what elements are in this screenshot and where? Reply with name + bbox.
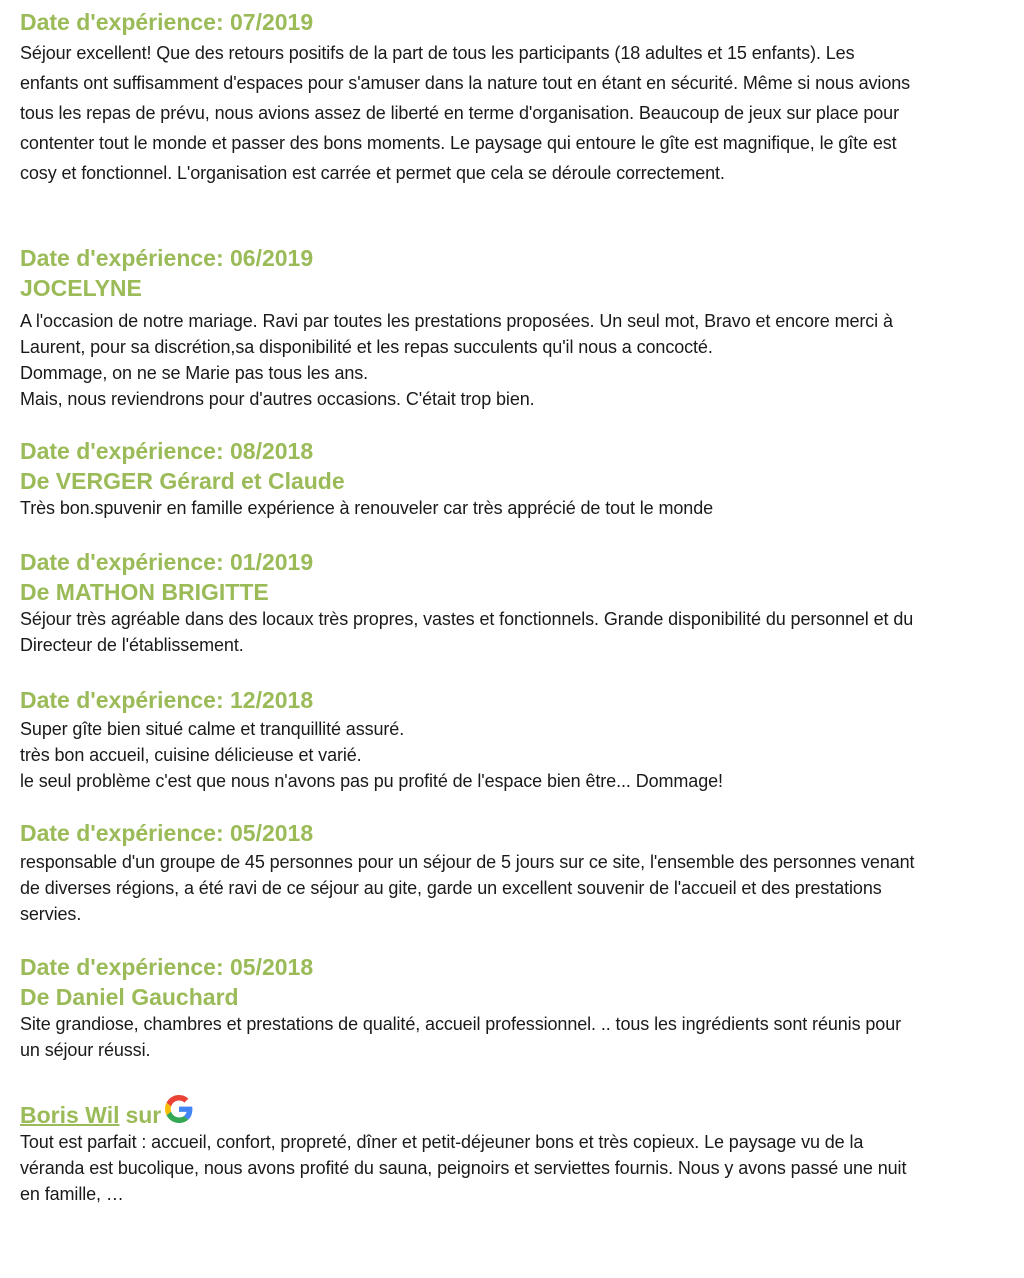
review-date: Date d'expérience: 05/2018 (20, 954, 314, 980)
review-text (20, 716, 1005, 794)
reviews-page (20, 6, 1005, 1207)
review-text-line: Séjour excellent! Que des retours positifs de la part de tous les participants (18 adultes et 15 enfants). Les (20, 43, 855, 63)
review-text-line: enfants ont suffisamment d'espaces pour s'amuser dans la nature tout en étant en sécurité. Même si nous avions (20, 73, 911, 93)
review-text (20, 495, 1005, 521)
review-text-line: Mais, nous reviendrons pour d'autres occasions. C'était trop bien. (20, 389, 535, 409)
review-date: Date d'expérience: 07/2019 (20, 9, 314, 35)
reviewer-source-label: sur (125, 1102, 162, 1128)
review-item (20, 817, 1005, 951)
review-author: De VERGER Gérard et Claude (20, 468, 345, 494)
review-text-line: tous les repas de prévu, nous avions assez de liberté en terme d'organisation. Beaucoup de jeux sur place pour (20, 103, 899, 123)
review-date: Date d'expérience: 05/2018 (20, 820, 314, 846)
review-text-line: en famille, … (20, 1184, 124, 1204)
review-text-line: très bon accueil, cuisine délicieuse et varié. (20, 745, 362, 765)
review-text-line: A l'occasion de notre mariage. Ravi par toutes les prestations proposées. Un seul mot, Bravo et encore merci à (20, 311, 893, 331)
review-text-line: Séjour très agréable dans des locaux très propres, vastes et fonctionnels. Grande disponibilité du personnel et du (20, 609, 914, 629)
review-text-line: contenter tout le monde et passer des bons moments. Le paysage qui entoure le gîte est magnifique, le gîte est (20, 133, 897, 153)
review-author: De Daniel Gauchard (20, 984, 239, 1010)
review-item (20, 435, 1005, 546)
review-date: Date d'expérience: 01/2019 (20, 549, 314, 575)
review-text (20, 1011, 1005, 1063)
review-text-line: de diverses régions, a été ravi de ce séjour au gite, garde un excellent souvenir de l'accueil et des prestations (20, 878, 882, 898)
review-date: Date d'expérience: 12/2018 (20, 687, 314, 713)
review-text-line: cosy et fonctionnel. L'organisation est carrée et permet que cela se déroule correctement. (20, 163, 725, 183)
review-text-line: Directeur de l'établissement. (20, 635, 244, 655)
review-item (20, 684, 1005, 817)
reviewer-link[interactable]: Boris Wil (20, 1102, 120, 1128)
review-text-line: responsable d'un groupe de 45 personnes pour un séjour de 5 jours sur ce site, l'ensemble des personnes venant (20, 852, 915, 872)
google-g-icon (165, 1095, 193, 1123)
review-text-line: Super gîte bien situé calme et tranquillité assuré. (20, 719, 405, 739)
review-item (20, 546, 1005, 684)
review-text-line: Laurent, pour sa discrétion,sa disponibilité et les repas succulents qu'il nous a concocté. (20, 337, 713, 357)
google-review-item (20, 1089, 1005, 1207)
review-text (20, 606, 1005, 658)
review-date: Date d'expérience: 08/2018 (20, 438, 314, 464)
review-text (20, 38, 1005, 188)
review-text-line: Très bon.spuvenir en famille expérience à renouveler car très apprécié de tout le monde (20, 498, 714, 518)
review-date: Date d'expérience: 06/2019 (20, 245, 314, 271)
review-text-line: Tout est parfait : accueil, confort, propreté, dîner et petit-déjeuner bons et très copieux. Le paysage vu de la (20, 1132, 864, 1152)
review-text-line: le seul problème c'est que nous n'avons pas pu profité de l'espace bien être... Dommage! (20, 771, 723, 791)
review-text (20, 1129, 1005, 1207)
review-author: JOCELYNE (20, 275, 142, 301)
review-item (20, 242, 1005, 435)
review-text-line: véranda est bucolique, nous avons profité du sauna, peignoirs et serviettes fournis. Nous y avons passé une nuit (20, 1158, 907, 1178)
review-item (20, 6, 1005, 242)
review-item (20, 951, 1005, 1089)
review-author: De MATHON BRIGITTE (20, 579, 269, 605)
review-text (20, 849, 1005, 927)
review-text-line: Site grandiose, chambres et prestations de qualité, accueil professionnel. .. tous les ingrédients sont réunis pour (20, 1014, 902, 1034)
google-review-header (20, 1089, 1005, 1129)
review-text (20, 308, 1005, 412)
review-text-line: servies. (20, 904, 82, 924)
review-text-line: Dommage, on ne se Marie pas tous les ans. (20, 363, 369, 383)
review-text-line: un séjour réussi. (20, 1040, 151, 1060)
